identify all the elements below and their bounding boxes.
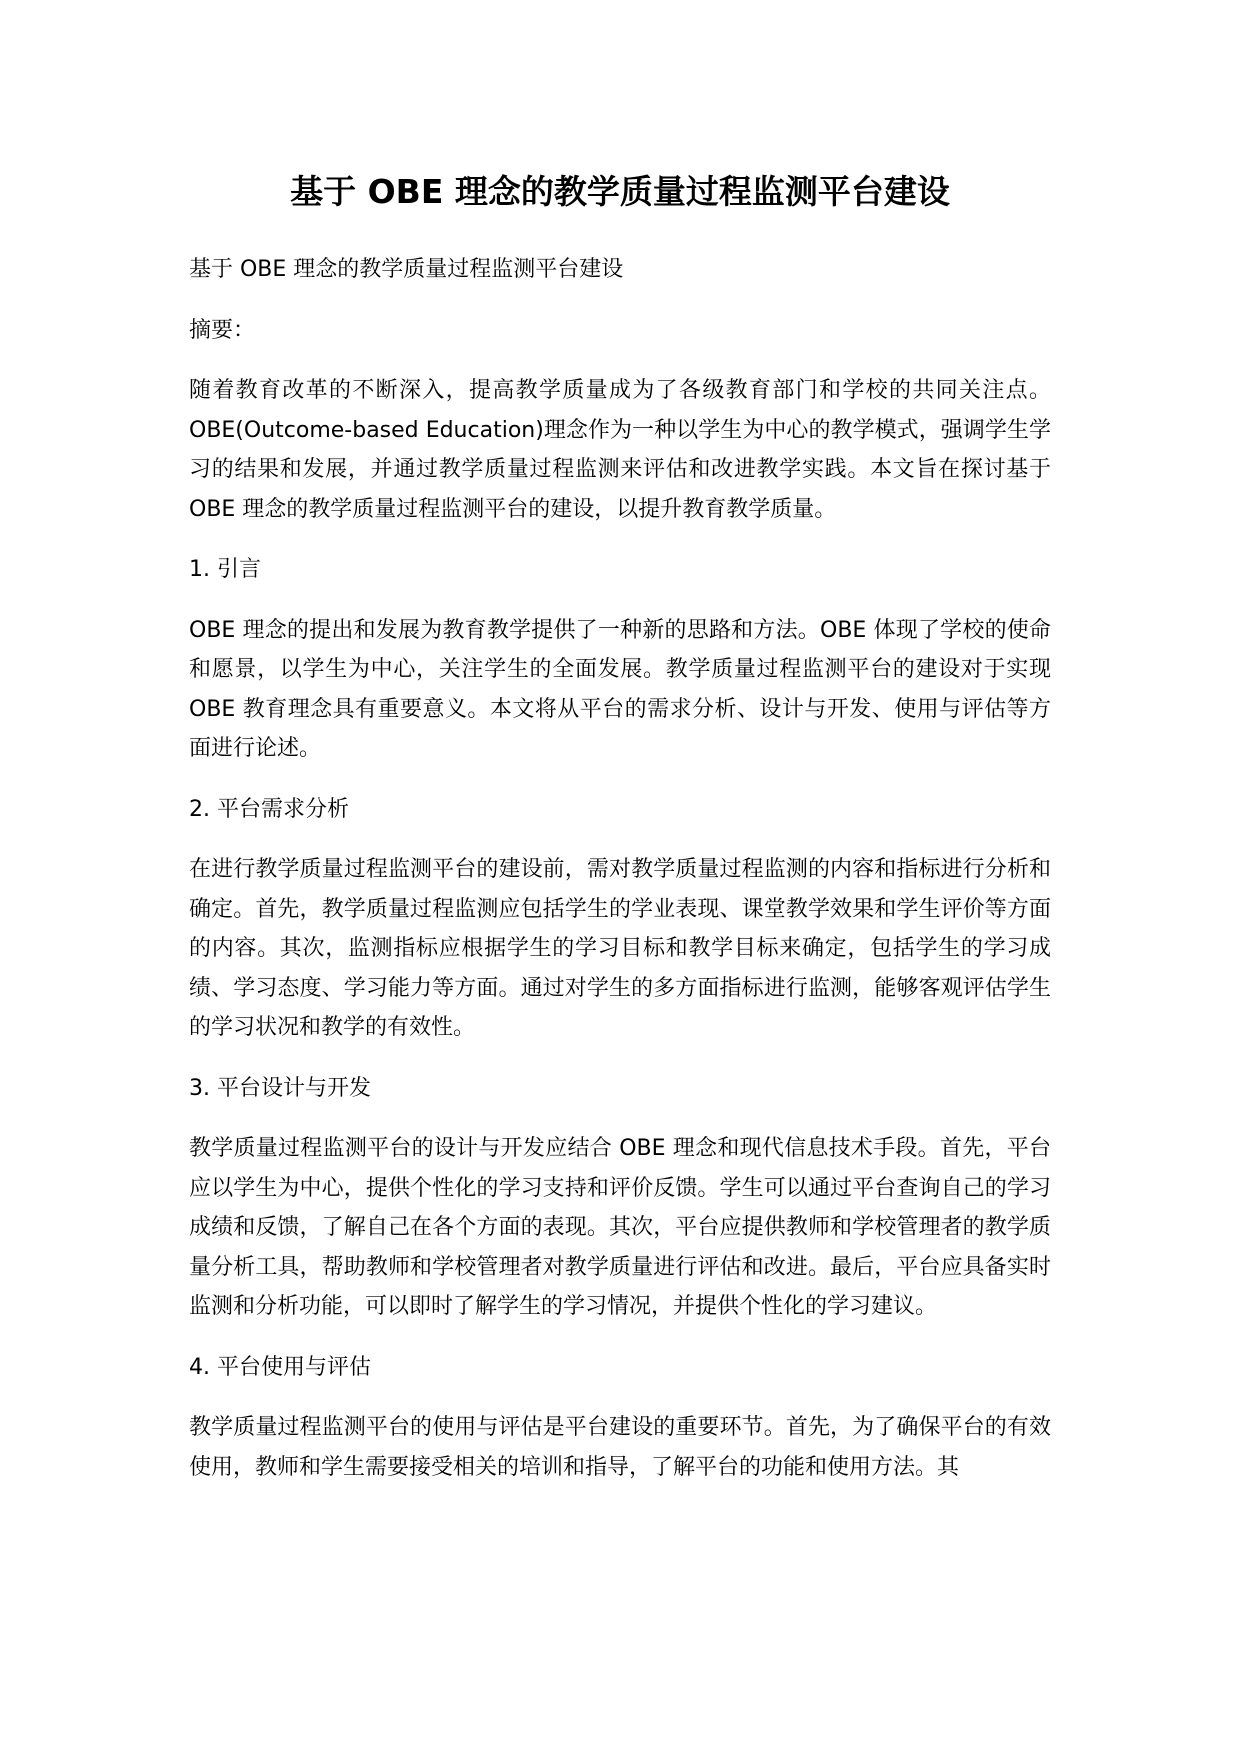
document-subtitle: 基于 OBE 理念的教学质量过程监测平台建设 — [189, 257, 624, 282]
section-text-requirements: 在进行教学质量过程监测平台的建设前，需对教学质量过程监测的内容和指标进行分析和确定。首先，教学质量过程监测应包括学生的学业表现、课堂教学效果和学生评价等方面的内容。其次，监测指标应根据学生的学习目标和教学目标来确定，包括学生的学习成绩、学习态度、学习能力等方面。通过对学生的多方面指标进行监测，能够客观评估学生的学习状况和教学的有效性。 — [189, 857, 1051, 1040]
section-text-introduction: OBE 理念的提出和发展为教育教学提供了一种新的思路和方法。OBE 体现了学校的使命和愿景，以学生为中心，关注学生的全面发展。教学质量过程监测平台的建设对于实现 OBE 教育理念具有重要意义。本文将从平台的需求分析、设计与开发、使用与评估等方面进行论述。 — [189, 617, 1051, 761]
section-heading-requirements: 2. 平台需求分析 — [189, 796, 349, 822]
abstract-text: 随着教育改革的不断深入，提高教学质量成为了各级教育部门和学校的共同关注点。OBE(Outcome-based Education)理念作为一种以学生为中心的教学模式，强调学生学习的结果和发展，并通过教学质量过程监测来评估和改进教学实践。本文旨在探讨基于 OBE 理念的教学质量过程监测平台的建设，以提升教育教学质量。 — [189, 378, 1051, 522]
section-heading-evaluation: 4. 平台使用与评估 — [189, 1354, 371, 1380]
section-text-design: 教学质量过程监测平台的设计与开发应结合 OBE 理念和现代信息技术手段。首先，平台应以学生为中心，提供个性化的学习支持和评价反馈。学生可以通过平台查询自己的学习成绩和反馈，了解自己在各个方面的表现。其次，平台应提供教师和学校管理者的教学质量分析工具，帮助教师和学校管理者对教学质量进行评估和改进。最后，平台应具备实时监测和分析功能，可以即时了解学生的学习情况，并提供个性化的学习建议。 — [189, 1136, 1051, 1319]
document-title: 基于 OBE 理念的教学质量过程监测平台建设 — [290, 172, 950, 211]
section-text-evaluation: 教学质量过程监测平台的使用与评估是平台建设的重要环节。首先，为了确保平台的有效使用，教师和学生需要接受相关的培训和指导，了解平台的功能和使用方法。其 — [189, 1415, 1051, 1480]
document-body — [189, 170, 1051, 1508]
abstract-label: 摘要： — [189, 317, 256, 343]
section-heading-design: 3. 平台设计与开发 — [189, 1075, 371, 1101]
section-heading-introduction: 1. 引言 — [189, 557, 261, 582]
